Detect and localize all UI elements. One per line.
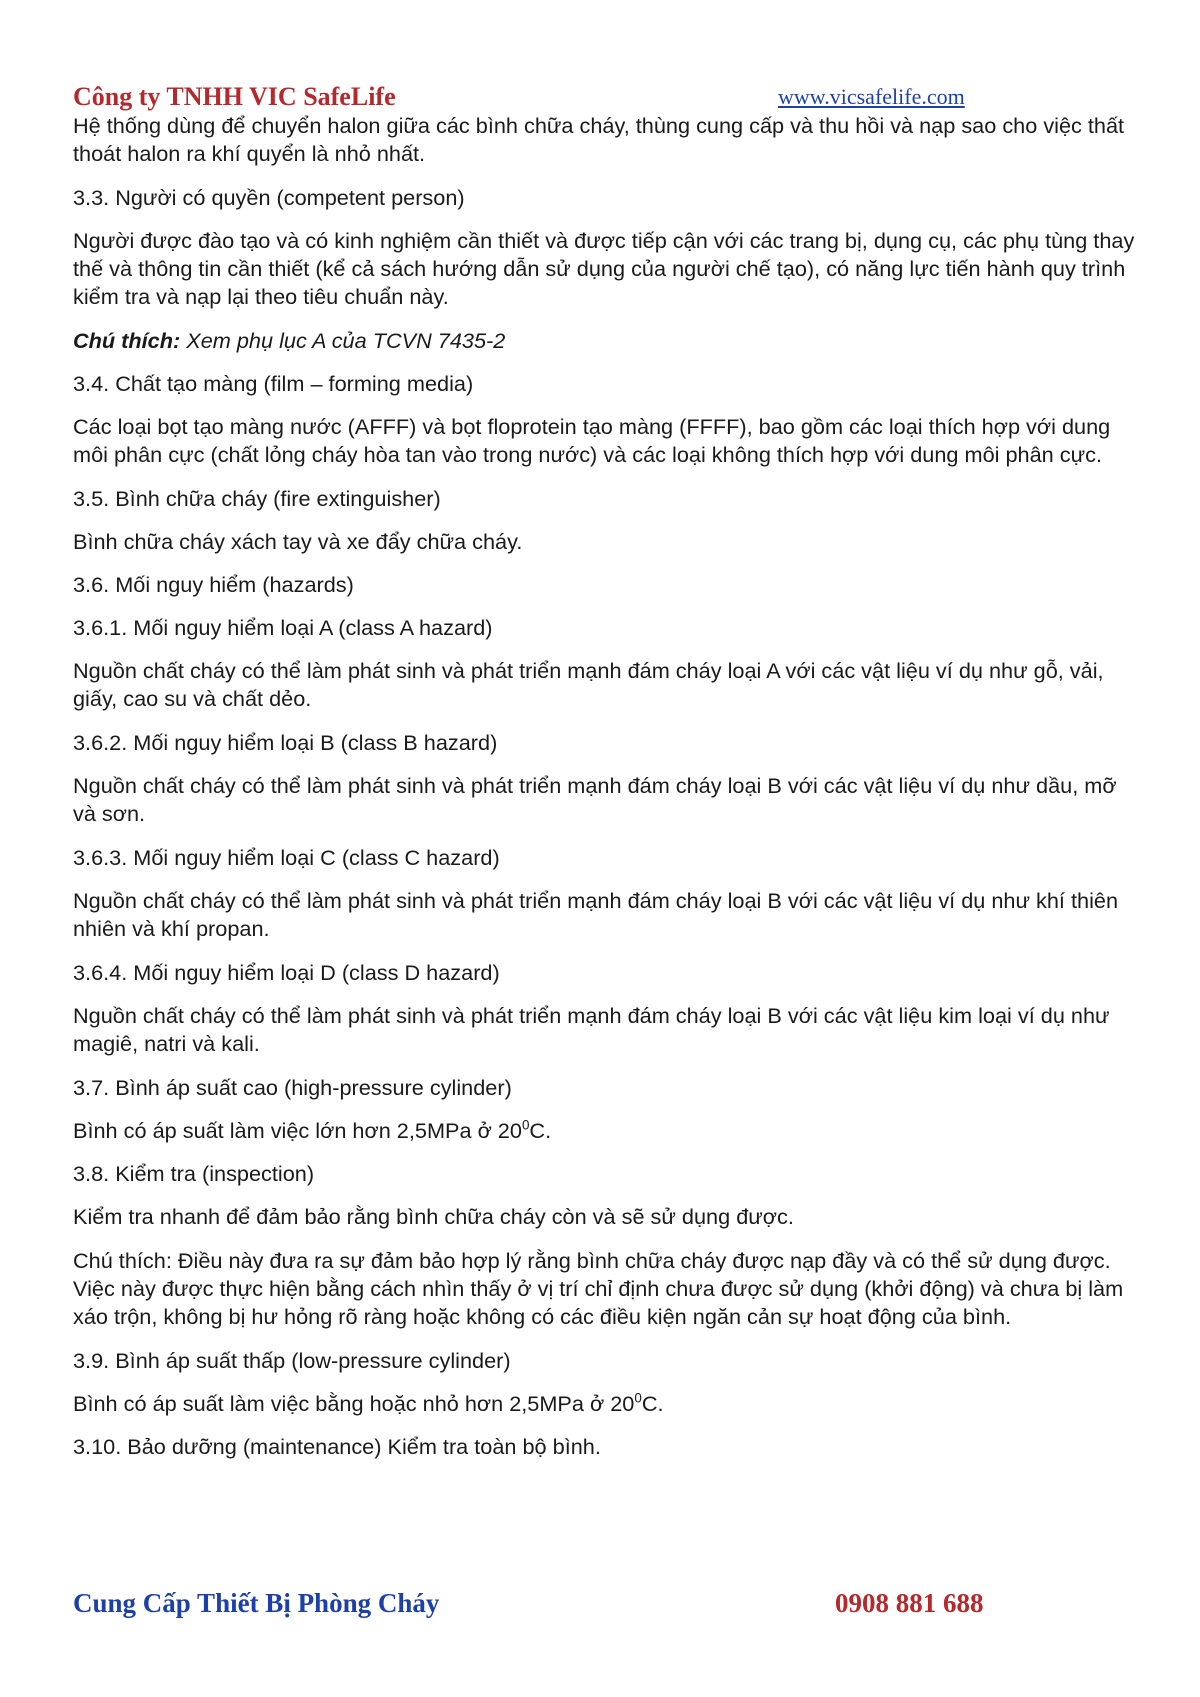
paragraph-class-c: Nguồn chất cháy có thể làm phát sinh và phát triển mạnh đám cháy loại B với các vật liệu ví dụ như khí thiên nhiên và khí propan. [73,888,1119,941]
footer-phone[interactable]: 0908 881 688 [835,1588,984,1618]
paragraph-halon-system: Hệ thống dùng để chuyển halon giữa các bình chữa cháy, thùng cung cấp và thu hồi và nạp sao cho việc thất thoát halon ra khí quyển là nhỏ nhất. [73,113,1125,166]
page-footer [73,1585,993,1621]
footer-slogan: Cung Cấp Thiết Bị Phòng Cháy [73,1588,440,1618]
company-name: Công ty TNHH VIC SafeLife [73,82,396,111]
paragraph-class-a: Nguồn chất cháy có thể làm phát sinh và phát triển mạnh đám cháy loại A với các vật liệu ví dụ như gỗ, vải, giấy, cao su và chất dẻo. [73,658,1104,711]
celsius-unit: C. [641,1391,664,1416]
website-link[interactable]: www.vicsafelife.com [778,84,965,109]
heading-3-6-3: 3.6.3. Mối nguy hiểm loại C (class C hazard) [73,845,500,870]
paragraph-class-d: Nguồn chất cháy có thể làm phát sinh và phát triển mạnh đám cháy loại B với các vật liệu kim loại ví dụ như magiê, natri và kali. [73,1003,1110,1056]
heading-3-10: 3.10. Bảo dưỡng (maintenance) Kiểm tra toàn bộ bình. [73,1434,601,1459]
paragraph-inspection: Kiểm tra nhanh để đảm bảo rằng bình chữa cháy còn và sẽ sử dụng được. [73,1204,794,1229]
paragraph-class-b: Nguồn chất cháy có thể làm phát sinh và phát triển mạnh đám cháy loại B với các vật liệu ví dụ như dầu, mỡ và sơn. [73,773,1117,826]
heading-3-6: 3.6. Mối nguy hiểm (hazards) [73,572,354,597]
heading-3-6-2: 3.6.2. Mối nguy hiểm loại B (class B hazard) [73,730,498,755]
paragraph-high-pressure [73,1117,1141,1145]
heading-3-4: 3.4. Chất tạo màng (film – forming media) [73,371,474,396]
low-pressure-text: Bình có áp suất làm việc bằng hoặc nhỏ hơn 2,5MPa ở 20 [73,1391,635,1416]
degree-superscript: 0 [634,1390,642,1406]
paragraph-low-pressure [73,1390,1141,1418]
degree-superscript: 0 [521,1117,530,1133]
celsius-unit: C. [529,1118,552,1143]
page-header [73,80,993,114]
heading-3-6-1: 3.6.1. Mối nguy hiểm loại A (class A hazard) [73,615,493,640]
heading-3-9: 3.9. Bình áp suất thấp (low-pressure cylinder) [73,1348,511,1373]
heading-3-5: 3.5. Bình chữa cháy (fire extinguisher) [73,486,441,511]
document-body [73,112,1141,1476]
heading-3-6-4: 3.6.4. Mối nguy hiểm loại D (class D hazard) [73,960,500,985]
note-text: Xem phụ lục A của TCVN 7435-2 [180,328,506,353]
paragraph-fire-extinguisher: Bình chữa cháy xách tay và xe đẩy chữa cháy. [73,529,523,554]
heading-3-8: 3.8. Kiểm tra (inspection) [73,1161,315,1186]
note-appendix-a [73,327,1141,355]
high-pressure-text: Bình có áp suất làm việc lớn hơn 2,5MPa ở 20 [73,1118,522,1143]
note-inspection: Chú thích: Điều này đưa ra sự đảm bảo hợp lý rằng bình chữa cháy được nạp đầy và có thể sử dụng được. Việc này được thực hiện bằng cách nhìn thấy ở vị trí chỉ định chưa được sử dụng (khởi động) và chưa bị làm xáo trộn, không bị hư hỏng rõ ràng hoặc không có các điều kiện ngăn cản sự hoạt động của bình. [73,1248,1124,1329]
paragraph-competent-person: Người được đào tạo và có kinh nghiệm cần thiết và được tiếp cận với các trang bị, dụng cụ, các phụ tùng thay thế và thông tin cần thiết (kể cả sách hướng dẫn sử dụng của người chế tạo), có năng lực tiến hành quy trình kiểm tra và nạp lại theo tiêu chuẩn này. [73,228,1135,309]
note-label: Chú thích: [73,328,181,353]
heading-3-7: 3.7. Bình áp suất cao (high-pressure cylinder) [73,1075,512,1100]
paragraph-film-forming: Các loại bọt tạo màng nước (AFFF) và bọt floprotein tạo màng (FFFF), bao gồm các loại thích hợp với dung môi phân cực (chất lỏng cháy hòa tan vào trong nước) và các loại không thích hợp với dung môi phân cực. [73,414,1111,467]
heading-3-3: 3.3. Người có quyền (competent person) [73,185,465,210]
